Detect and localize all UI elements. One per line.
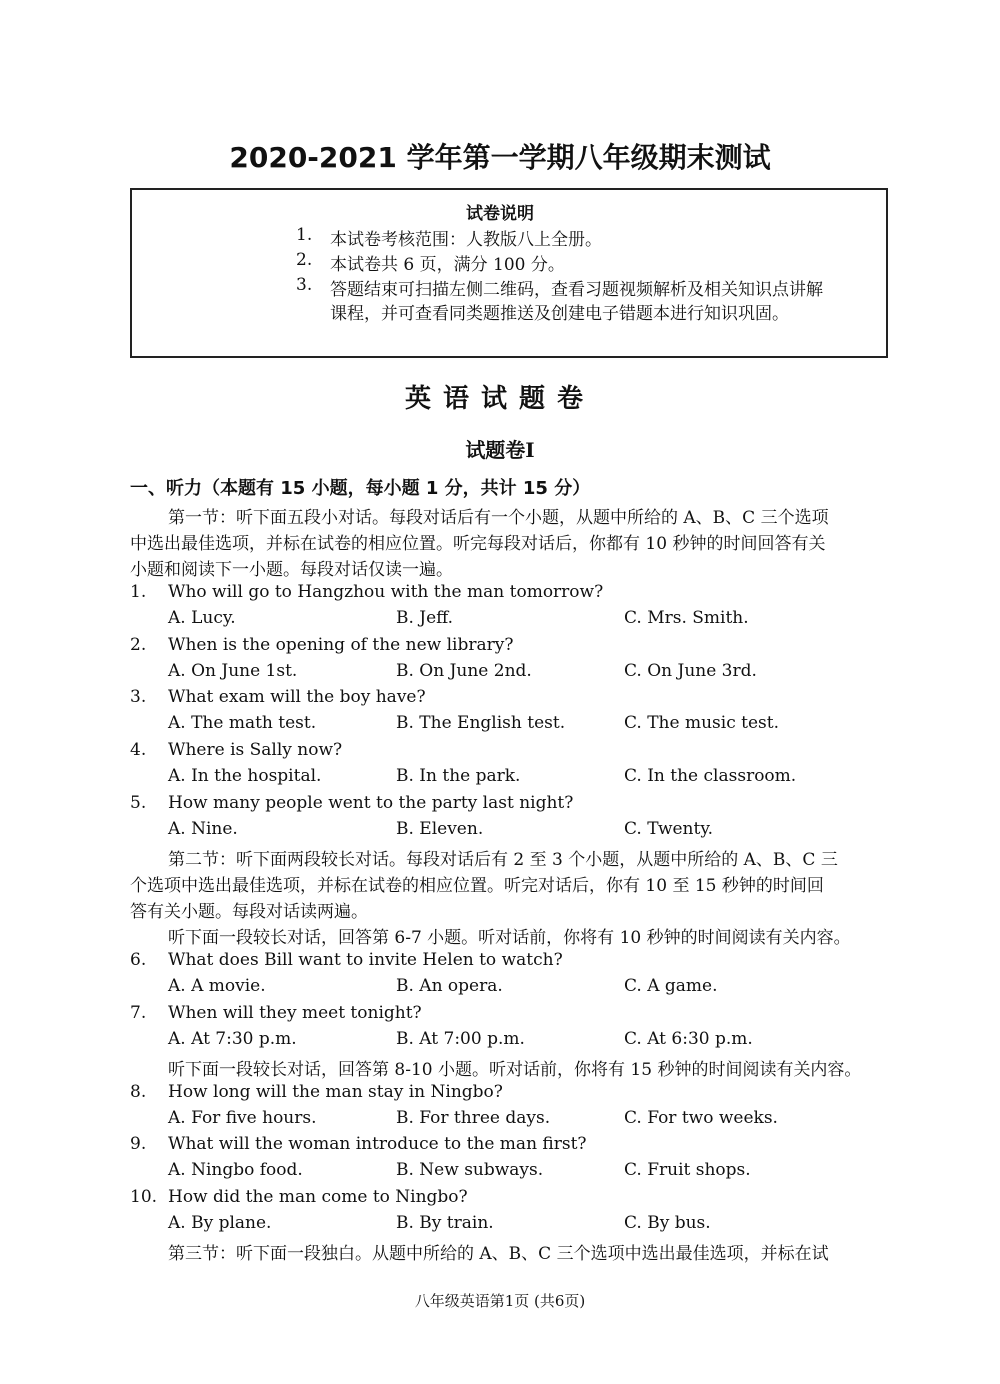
option-a: A. Ningbo food.: [168, 1160, 303, 1180]
question-number: 10.: [130, 1187, 158, 1207]
option-c: C. Twenty.: [624, 819, 714, 839]
option-c: C. Fruit shops.: [624, 1160, 751, 1180]
subject-title: 英语试题卷: [404, 384, 595, 414]
option-b: B. By train.: [396, 1213, 494, 1233]
question-text: Who will go to Hangzhou with the man tomorrow?: [168, 582, 604, 602]
option-b: B. Eleven.: [396, 819, 484, 839]
note-number: 2.: [296, 250, 313, 270]
note-number: 3.: [296, 275, 313, 295]
option-c: C. At 6:30 p.m.: [624, 1029, 753, 1049]
note-number: 1.: [296, 225, 313, 245]
question-text: What will the woman introduce to the man first?: [168, 1134, 587, 1154]
option-c: C. In the classroom.: [624, 766, 797, 786]
option-a: A. A movie.: [168, 976, 266, 996]
dialog-intro: 听下面一段较长对话，回答第 6-7 小题。听对话前，你将有 10 秒钟的时间阅读有关内容。: [168, 928, 851, 948]
question-number: 3.: [130, 687, 147, 707]
question-number: 6.: [130, 950, 147, 970]
option-b: B. On June 2nd.: [396, 661, 532, 681]
note-line: 课程，并可查看同类题推送及创建电子错题本进行知识巩固。: [330, 304, 789, 324]
instruction-line: 个选项中选出最佳选项，并标在试卷的相应位置。听完对话后，你有 10 至 15 秒钟的时间回: [130, 876, 824, 896]
option-c: C. For two weeks.: [624, 1108, 778, 1128]
option-b: B. An opera.: [396, 976, 503, 996]
instruction-line: 小题和阅读下一小题。每段对话仅读一遍。: [130, 560, 453, 580]
option-a: A. The math test.: [168, 713, 317, 733]
option-c: C. A game.: [624, 976, 718, 996]
question-text: Where is Sally now?: [168, 740, 343, 760]
dialog-intro: 听下面一段较长对话，回答第 8-10 小题。听对话前，你将有 15 秒钟的时间阅读有关内容。: [168, 1060, 862, 1080]
section-heading: 一、听力（本题有 15 小题，每小题 1 分，共计 15 分）: [130, 478, 591, 499]
option-a: A. At 7:30 p.m.: [168, 1029, 297, 1049]
page-footer: 八年级英语第1页 (共6页): [414, 1292, 586, 1310]
option-a: A. For five hours.: [168, 1108, 317, 1128]
exam-notes-heading: 试卷说明: [466, 204, 534, 224]
note-line: 本试卷考核范围：人教版八上全册。: [330, 230, 602, 250]
option-c: C. On June 3rd.: [624, 661, 757, 681]
option-b: B. Jeff.: [396, 608, 454, 628]
question-text: What does Bill want to invite Helen to watch?: [168, 950, 563, 970]
question-number: 8.: [130, 1082, 147, 1102]
question-number: 7.: [130, 1003, 147, 1023]
note-line: 答题结束可扫描左侧二维码，查看习题视频解析及相关知识点讲解: [330, 280, 823, 300]
volume-title: 试题卷Ⅰ: [465, 438, 535, 462]
instruction-line: 第二节：听下面两段较长对话。每段对话后有 2 至 3 个小题，从题中所给的 A、B、C 三: [168, 850, 838, 870]
instruction-line: 第三节：听下面一段独白。从题中所给的 A、B、C 三个选项中选出最佳选项，并标在试: [168, 1244, 829, 1264]
question-text: How many people went to the party last night?: [168, 793, 574, 813]
question-number: 5.: [130, 793, 147, 813]
option-b: B. The English test.: [396, 713, 566, 733]
question-text: When will they meet tonight?: [168, 1003, 422, 1023]
option-c: C. By bus.: [624, 1213, 711, 1233]
question-text: When is the opening of the new library?: [168, 635, 514, 655]
exam-title: 2020-2021 学年第一学期八年级期末测试: [229, 141, 771, 174]
question-number: 2.: [130, 635, 147, 655]
option-c: C. The music test.: [624, 713, 779, 733]
option-c: C. Mrs. Smith.: [624, 608, 749, 628]
option-b: B. In the park.: [396, 766, 521, 786]
option-a: A. On June 1st.: [168, 661, 298, 681]
option-b: B. At 7:00 p.m.: [396, 1029, 525, 1049]
question-number: 1.: [130, 582, 147, 602]
option-a: A. In the hospital.: [168, 766, 322, 786]
question-text: How long will the man stay in Ningbo?: [168, 1082, 503, 1102]
option-a: A. By plane.: [168, 1213, 272, 1233]
option-b: B. New subways.: [396, 1160, 544, 1180]
instruction-line: 第一节：听下面五段小对话。每段对话后有一个小题，从题中所给的 A、B、C 三个选项: [168, 508, 829, 528]
instruction-line: 答有关小题。每段对话读两遍。: [130, 902, 368, 922]
option-b: B. For three days.: [396, 1108, 551, 1128]
question-text: What exam will the boy have?: [168, 687, 426, 707]
option-a: A. Nine.: [168, 819, 238, 839]
option-a: A. Lucy.: [168, 608, 236, 628]
question-number: 4.: [130, 740, 147, 760]
question-text: How did the man come to Ningbo?: [168, 1187, 468, 1207]
note-line: 本试卷共 6 页，满分 100 分。: [330, 255, 565, 275]
instruction-line: 中选出最佳选项，并标在试卷的相应位置。听完每段对话后，你都有 10 秒钟的时间回答有关: [130, 534, 826, 554]
question-number: 9.: [130, 1134, 147, 1154]
